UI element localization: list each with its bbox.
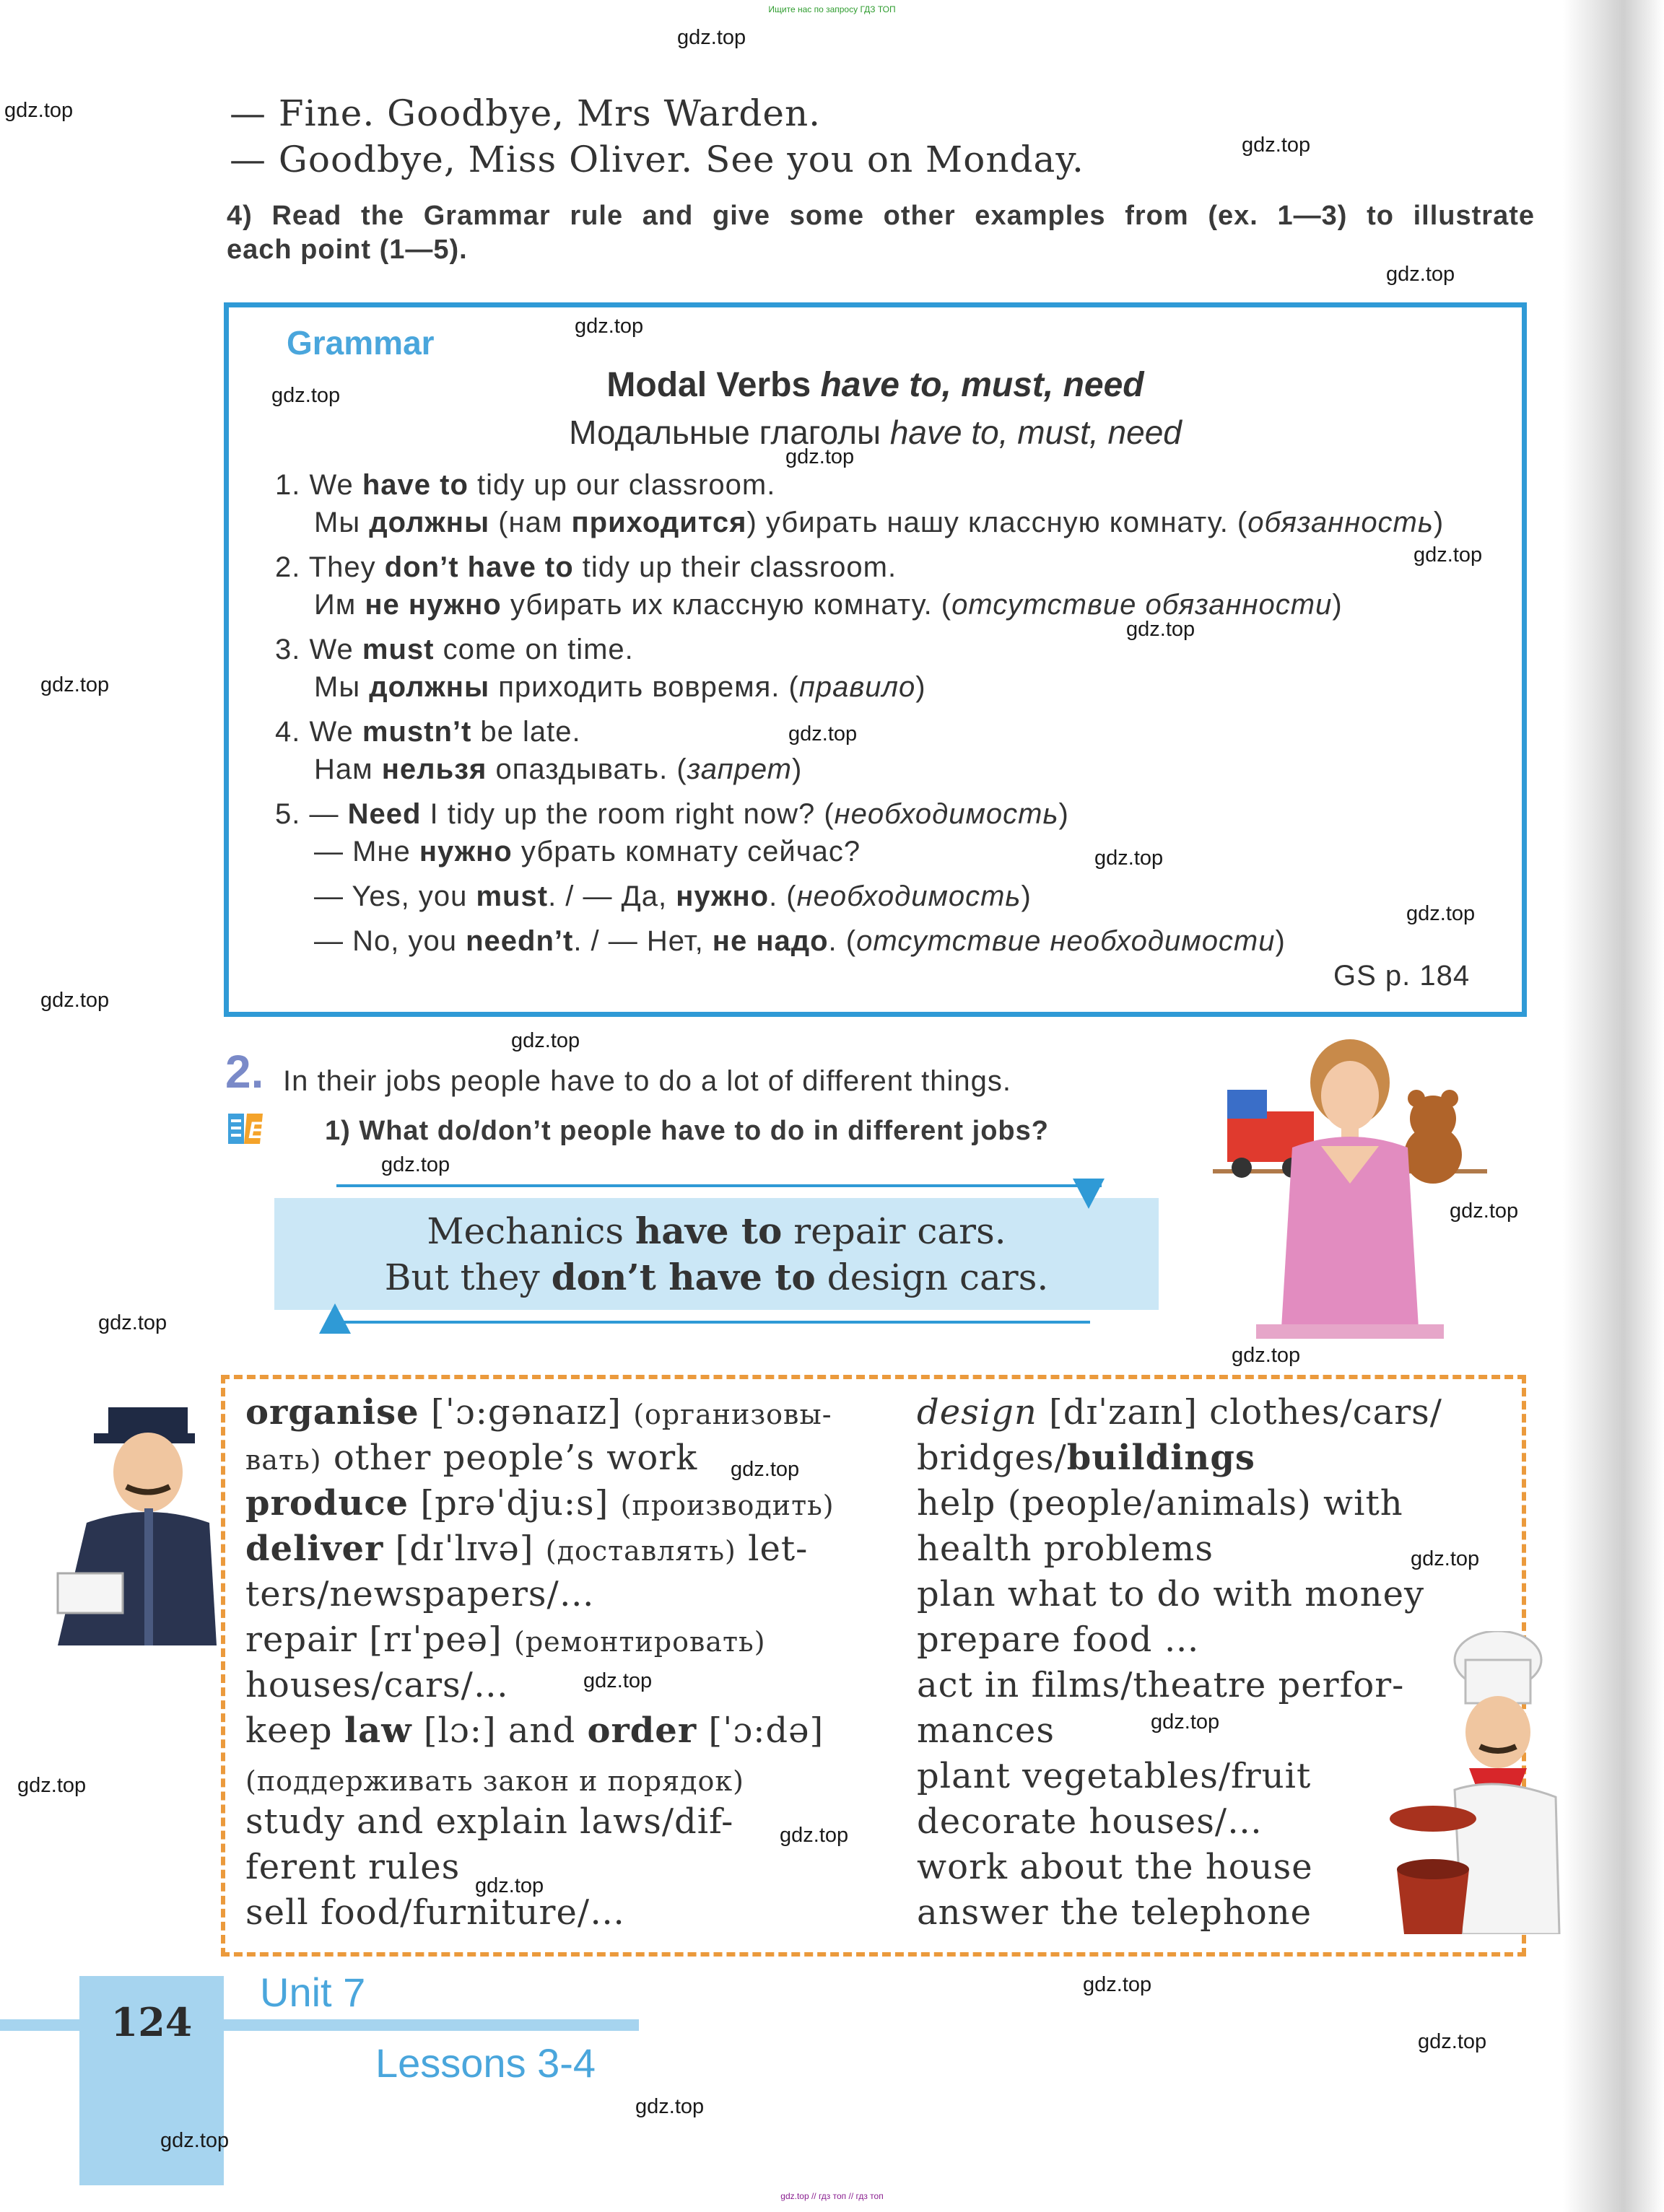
watermark: gdz.top: [635, 2095, 705, 2118]
lessons-label: Lessons 3-4: [375, 2040, 596, 2086]
vocab-right-9: plant vegetables/fruit: [917, 1756, 1312, 1796]
watermark: gdz.top: [1406, 902, 1476, 925]
vocab-left-10: study and explain laws/dif-: [245, 1801, 734, 1842]
exercise-number: 2.: [225, 1046, 264, 1098]
watermark: gdz.top: [98, 1311, 167, 1334]
arrow-down-icon: [1073, 1179, 1105, 1209]
footer-note: gdz.top // гдз топ // гдз топ: [780, 2191, 884, 2201]
rule-1-example: 1. We have to tidy up our classroom.: [275, 469, 776, 501]
rule-3-example: 3. We must come on time.: [275, 634, 634, 665]
watermark: gdz.top: [1232, 1344, 1301, 1367]
grammar-title: Modal Verbs have to, must, need: [606, 366, 1144, 404]
grammar-label: Grammar: [287, 324, 435, 362]
watermark: gdz.top: [677, 26, 746, 49]
rule-2-example: 2. They don’t have to tidy up their classroom.: [275, 551, 897, 583]
vocab-left-11: ferent rules: [245, 1847, 461, 1887]
dialog-line-2: — Goodbye, Miss Oliver. See you on Monday.: [230, 139, 1084, 180]
shop-assistant-illustration: [1213, 1039, 1487, 1357]
page-number: 124: [110, 1999, 193, 2045]
watermark: gdz.top: [40, 989, 110, 1012]
rule-5-question-translation: — Мне нужно убрать комнату сейчас?: [314, 836, 861, 867]
vocab-right-11: work about the house: [917, 1847, 1313, 1887]
vocab-left-1: organise [ˈɔ:gənaɪz] (организовы-: [245, 1392, 832, 1433]
vocab-right-8: mances: [917, 1710, 1055, 1751]
task4-line-2: each point (1—5).: [227, 235, 468, 265]
grammar-box: [224, 302, 1527, 1017]
vocab-left-3: produce [prəˈdju:s] (производить): [245, 1483, 835, 1524]
vocab-left-8: keep law [lɔ:] and order [ˈɔ:də]: [245, 1710, 824, 1751]
rule-4-translation: Нам нельзя опаздывать. (запрет): [314, 753, 803, 785]
watermark: gdz.top: [475, 1874, 544, 1897]
vocab-left-12: sell food/furniture/…: [245, 1892, 626, 1933]
rule-1-translation: Мы должны (нам приходится) убирать нашу классную комнату. (обязанность): [314, 507, 1445, 538]
watermark: gdz.top: [271, 384, 341, 407]
rule-3-translation: Мы должны приходить вовремя. (правило): [314, 671, 926, 703]
watermark: gdz.top: [381, 1153, 450, 1176]
watermark: gdz.top: [1450, 1199, 1519, 1223]
watermark: gdz.top: [511, 1029, 580, 1052]
exercise-intro: In their jobs people have to do a lot of different things.: [283, 1065, 1012, 1097]
watermark: gdz.top: [785, 445, 855, 468]
rule-5-answer-yes: — Yes, you must. / — Да, нужно. (необходимость): [314, 880, 1032, 912]
page-edge-shadow: [1563, 0, 1664, 2212]
vocab-left-5: ters/newspapers/…: [245, 1574, 595, 1614]
rule-5-question: 5. — Need I tidy up the room right now? (необходимость): [275, 798, 1069, 830]
example-bottom-rule: [339, 1321, 1090, 1324]
vocab-right-5: plan what to do with money: [917, 1574, 1425, 1614]
watermark: gdz.top: [583, 1669, 653, 1692]
rule-4-example: 4. We mustn’t be late.: [275, 716, 581, 748]
arrow-up-icon: [319, 1303, 351, 1334]
vocab-right-4: health problems: [917, 1529, 1214, 1569]
vocab-left-4: deliver [dɪˈlɪvə] (доставлять) let-: [245, 1529, 809, 1569]
watermark: gdz.top: [1411, 1547, 1480, 1570]
watermark: gdz.top: [160, 2129, 230, 2152]
watermark: gdz.top: [1242, 134, 1311, 157]
vocab-left-2: вать) other people’s work: [245, 1438, 698, 1478]
watermark: gdz.top: [40, 673, 110, 696]
dialog-line-1: — Fine. Goodbye, Mrs Warden.: [230, 92, 822, 134]
rule-5-answer-no: — No, you needn’t. / — Нет, не надо. (отсутствие необходимости): [314, 925, 1286, 957]
header-note: Ищите нас по запросу ГДЗ ТОП: [768, 4, 896, 14]
watermark: gdz.top: [17, 1774, 87, 1797]
vocabulary-box: [221, 1375, 1526, 1957]
svg-text:E: E: [248, 1117, 263, 1143]
example-top-rule: [336, 1184, 1102, 1187]
watermark: gdz.top: [1151, 1710, 1220, 1734]
example-line-2: But they don’t have to design cars.: [384, 1256, 1049, 1298]
grammar-reference: GS p. 184: [1333, 960, 1471, 992]
vocab-right-10: decorate houses/…: [917, 1801, 1263, 1842]
vocab-left-7: houses/cars/…: [245, 1665, 509, 1705]
vocab-right-1: design [dɪˈzaɪn] clothes/cars/: [917, 1392, 1442, 1433]
book-icon: [228, 1114, 263, 1144]
watermark: gdz.top: [1083, 1973, 1152, 1996]
vocab-left-6: repair [rɪˈpeə] (ремонтировать): [245, 1619, 766, 1660]
postman-illustration: [43, 1400, 224, 1645]
vocab-right-7: act in films/theatre perfor-: [917, 1665, 1405, 1705]
vocab-right-12: answer the telephone: [917, 1892, 1312, 1933]
watermark: gdz.top: [1126, 618, 1195, 641]
rule-2-translation: Им не нужно убирать их классную комнату. (отсутствие обязанности): [314, 589, 1343, 621]
watermark: gdz.top: [1413, 543, 1483, 567]
watermark: gdz.top: [731, 1458, 800, 1481]
watermark: gdz.top: [780, 1824, 849, 1847]
task4-line-1: 4) Read the Grammar rule and give some other examples from (ex. 1—3) to illustrate: [227, 201, 1535, 231]
watermark: gdz.top: [575, 315, 644, 338]
vocab-right-6: prepare food …: [917, 1619, 1200, 1660]
watermark: gdz.top: [1386, 263, 1455, 286]
chef-illustration: [1390, 1631, 1563, 1934]
exercise-task: 1) What do/don’t people have to do in different jobs?: [325, 1116, 1049, 1146]
vocab-right-3: help (people/animals) with: [917, 1483, 1403, 1524]
watermark: gdz.top: [788, 722, 858, 746]
vocab-left-9: (поддерживать закон и порядок): [245, 1765, 744, 1797]
example-line-1: Mechanics have to repair cars.: [427, 1210, 1006, 1252]
unit-label: Unit 7: [260, 1970, 366, 2015]
vocab-right-2: bridges/buildings: [917, 1438, 1255, 1478]
grammar-subtitle: Модальные глаголы have to, must, need: [569, 414, 1182, 451]
watermark: gdz.top: [4, 99, 74, 122]
watermark: gdz.top: [1094, 847, 1164, 870]
watermark: gdz.top: [1418, 2030, 1487, 2053]
